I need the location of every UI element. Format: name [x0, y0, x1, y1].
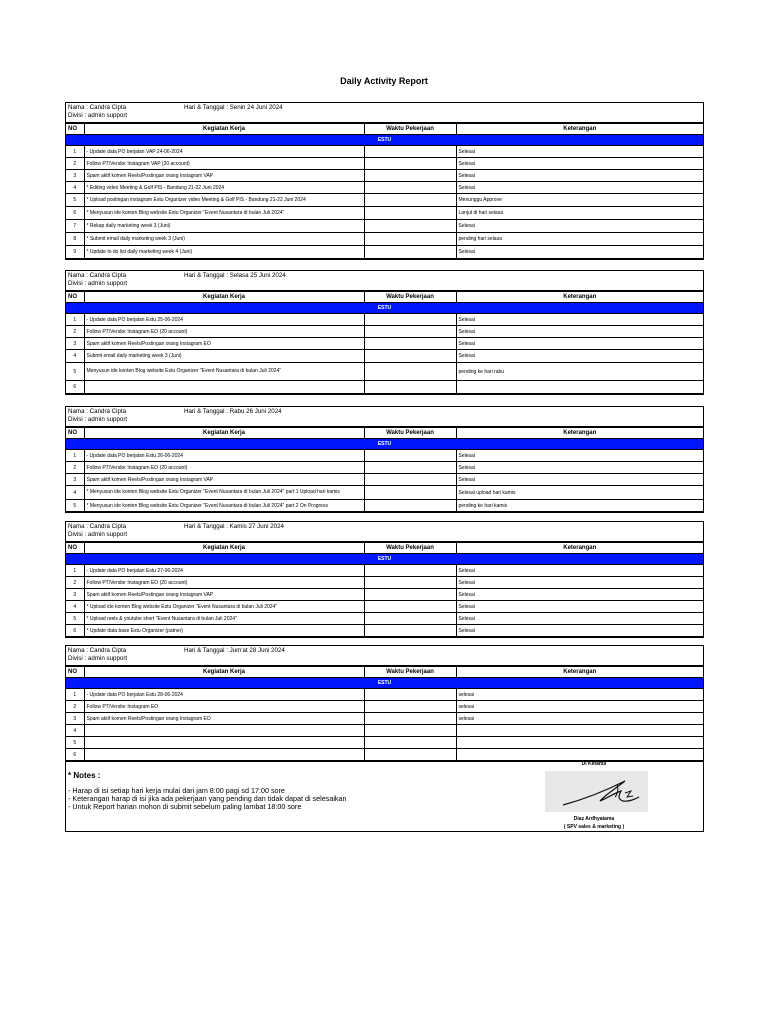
section-header [66, 646, 703, 666]
row-kegiatan: - Update data PO berjalan Estu 25-06-2024 [84, 314, 364, 326]
row-number: 9 [66, 246, 84, 259]
employee-division: Divisi : admin support [68, 112, 128, 119]
row-number: 3 [66, 474, 84, 486]
col-header-keterangan: Keterangan [456, 124, 703, 135]
row-keterangan: Selesai [456, 613, 703, 625]
col-header-kegiatan: Kegiatan Kerja [84, 124, 364, 135]
row-number: 4 [66, 350, 84, 363]
row-waktu [364, 338, 456, 350]
row-keterangan: Selesai [456, 350, 703, 363]
row-kegiatan [84, 725, 364, 737]
row-keterangan: Selesai upload hari kamis [456, 486, 703, 500]
row-keterangan: Selesai [456, 314, 703, 326]
group-row-estu [66, 135, 703, 146]
col-header-no: NO [66, 428, 84, 439]
table-header-row [66, 667, 703, 678]
row-waktu [364, 233, 456, 246]
group-label: ESTU [66, 135, 703, 146]
row-number: 4 [66, 486, 84, 500]
notes-title: * Notes : [68, 771, 101, 780]
row-keterangan: Lanjut di hari selasa [456, 207, 703, 220]
table-row [66, 233, 703, 246]
report-date: Hari & Tanggal : Kamis 27 Juni 2024 [184, 523, 284, 530]
row-keterangan: Menunggu Approve [456, 194, 703, 207]
row-keterangan: Selesai [456, 246, 703, 259]
table-header-row [66, 124, 703, 135]
approval-label: Di Ketahui [581, 761, 607, 767]
table-row [66, 220, 703, 233]
report-date: Hari & Tanggal : Selasa 25 Juni 2024 [184, 272, 286, 279]
table-row [66, 737, 703, 749]
group-label: ESTU [66, 439, 703, 450]
row-keterangan: pending ke hari kamis [456, 500, 703, 512]
row-number: 2 [66, 462, 84, 474]
row-kegiatan: Follow PT/Vendor Instagram EO (20 account) [84, 326, 364, 338]
row-waktu [364, 381, 456, 394]
note-line: - Keterangan harap di isi jika ada pekerjaan yang pending dan tidak dapat di selesaikan [68, 794, 347, 803]
row-waktu [364, 207, 456, 220]
row-number: 3 [66, 713, 84, 725]
row-kegiatan: * Upload reels & youtube short "Event Nusantara di bulan Juli 2024" [84, 613, 364, 625]
row-waktu [364, 450, 456, 462]
row-kegiatan: * Menyusun ide konten Blog website Estu Organizer "Event Nusantara di bulan Juli 2024" part 2 On Progress [84, 500, 364, 512]
row-number: 2 [66, 158, 84, 170]
row-waktu [364, 350, 456, 363]
col-header-no: NO [66, 292, 84, 303]
row-waktu [364, 314, 456, 326]
table-header-row [66, 428, 703, 439]
row-keterangan: Selesai [456, 338, 703, 350]
table-row [66, 689, 703, 701]
col-header-waktu: Waktu Pekerjaan [364, 428, 456, 439]
group-label: ESTU [66, 303, 703, 314]
row-waktu [364, 589, 456, 601]
table-row [66, 314, 703, 326]
approver-role: ( SPV sales & marketing ) [563, 824, 625, 830]
row-kegiatan: * Update to do list daily marketing week 4 (Juni) [84, 246, 364, 259]
row-kegiatan [84, 381, 364, 394]
col-header-kegiatan: Kegiatan Kerja [84, 428, 364, 439]
col-header-waktu: Waktu Pekerjaan [364, 667, 456, 678]
table-row [66, 338, 703, 350]
row-number: 1 [66, 146, 84, 158]
col-header-keterangan: Keterangan [456, 543, 703, 554]
signature-image [545, 771, 648, 812]
row-kegiatan: Spam aktif komen Reels/Postingan orang Instagram VAP [84, 474, 364, 486]
table-row [66, 601, 703, 613]
row-number: 1 [66, 450, 84, 462]
row-kegiatan: Follow PT/Vendor Instagram EO (20 account) [84, 577, 364, 589]
row-number: 6 [66, 625, 84, 637]
row-kegiatan: Follow PT/Vendor Instagram EO [84, 701, 364, 713]
col-header-waktu: Waktu Pekerjaan [364, 292, 456, 303]
row-keterangan: Selesai [456, 170, 703, 182]
row-kegiatan: * Editing video Meeting & Golf PIS - Bandung 21-22 Juni 2024 [84, 182, 364, 194]
row-kegiatan: * Menyusun ide konten Blog website Estu Organizer "Event Nusantara di bulan Juli 2024" [84, 207, 364, 220]
row-kegiatan: Menyusun ide konten Blog website Estu Organizer "Event Nusantara di bulan Juli 2024" [84, 363, 364, 381]
row-keterangan: Selesai [456, 220, 703, 233]
report-day-section [65, 102, 704, 260]
row-number: 2 [66, 326, 84, 338]
report-day-section [65, 645, 704, 762]
row-waktu [364, 500, 456, 512]
table-row [66, 474, 703, 486]
group-row-estu [66, 439, 703, 450]
row-waktu [364, 725, 456, 737]
row-kegiatan: Submit email daily marketing week 3 (Juni) [84, 350, 364, 363]
row-number: 1 [66, 314, 84, 326]
table-row [66, 701, 703, 713]
table-row [66, 589, 703, 601]
employee-division: Divisi : admin support [68, 280, 128, 287]
table-row [66, 146, 703, 158]
note-line: - Harap di isi setiap hari kerja mulai dari jam 8:00 pagi sd 17:00 sore [68, 786, 285, 795]
table-row [66, 381, 703, 394]
table-header-row [66, 543, 703, 554]
row-waktu [364, 326, 456, 338]
row-number: 4 [66, 725, 84, 737]
table-row [66, 613, 703, 625]
row-keterangan: Selesai [456, 182, 703, 194]
row-kegiatan: * Menyusun ide konten Blog website Estu Organizer "Event Nusantara di bulan Juli 2024" part 1 Upload hari kamis [84, 486, 364, 500]
employee-name: Nama : Candra Cipta [68, 104, 127, 111]
table-row [66, 462, 703, 474]
row-waktu [364, 462, 456, 474]
table-row [66, 350, 703, 363]
row-waktu [364, 577, 456, 589]
row-keterangan [456, 725, 703, 737]
row-number: 3 [66, 338, 84, 350]
note-line: - Untuk Report harian mohon di submit sebelum paling lambat 18:00 sore [68, 802, 302, 811]
row-kegiatan: - Update data PO berjalan Estu 28-06-2024 [84, 689, 364, 701]
row-number: 3 [66, 170, 84, 182]
row-keterangan: Selesai [456, 146, 703, 158]
activity-table [66, 427, 703, 512]
col-header-kegiatan: Kegiatan Kerja [84, 543, 364, 554]
row-keterangan: Selesai [456, 625, 703, 637]
row-kegiatan: - Update data PO berjalan Estu 27-06-2024 [84, 565, 364, 577]
row-waktu [364, 613, 456, 625]
table-row [66, 207, 703, 220]
section-header [66, 407, 703, 427]
table-row [66, 158, 703, 170]
group-row-estu [66, 303, 703, 314]
employee-division: Divisi : admin support [68, 416, 128, 423]
row-kegiatan: * Submit email daily marketing week 3 (Juni) [84, 233, 364, 246]
table-row [66, 246, 703, 259]
row-waktu [364, 158, 456, 170]
row-keterangan: selesai [456, 713, 703, 725]
col-header-waktu: Waktu Pekerjaan [364, 124, 456, 135]
row-waktu [364, 220, 456, 233]
row-number: 5 [66, 613, 84, 625]
row-keterangan [456, 737, 703, 749]
row-number: 8 [66, 233, 84, 246]
table-row [66, 450, 703, 462]
col-header-no: NO [66, 124, 84, 135]
employee-name: Nama : Candra Cipta [68, 647, 127, 654]
activity-table [66, 542, 703, 637]
table-row [66, 713, 703, 725]
table-row [66, 170, 703, 182]
activity-table [66, 666, 703, 761]
row-kegiatan: Follow PT/Vendor Instagram EO (20 account) [84, 462, 364, 474]
row-keterangan: Selesai [456, 565, 703, 577]
row-number: 4 [66, 182, 84, 194]
row-waktu [364, 601, 456, 613]
employee-name: Nama : Candra Cipta [68, 523, 127, 530]
row-waktu [364, 474, 456, 486]
table-header-row [66, 292, 703, 303]
row-keterangan: Selesai [456, 326, 703, 338]
row-waktu [364, 486, 456, 500]
row-kegiatan: - Update data PO berjalan VAP 24-06-2024 [84, 146, 364, 158]
employee-name: Nama : Candra Cipta [68, 408, 127, 415]
row-keterangan: Selesai [456, 474, 703, 486]
row-waktu [364, 737, 456, 749]
section-header [66, 522, 703, 542]
table-row [66, 565, 703, 577]
row-waktu [364, 625, 456, 637]
group-row-estu [66, 554, 703, 565]
row-number: 2 [66, 701, 84, 713]
row-waktu [364, 689, 456, 701]
row-number: 4 [66, 601, 84, 613]
row-waktu [364, 363, 456, 381]
table-row [66, 194, 703, 207]
row-number: 5 [66, 737, 84, 749]
row-keterangan: pending hari selasa [456, 233, 703, 246]
report-date: Hari & Tanggal : Rabu 26 Juni 2024 [184, 408, 282, 415]
row-number: 5 [66, 500, 84, 512]
row-number: 1 [66, 565, 84, 577]
col-header-no: NO [66, 543, 84, 554]
row-waktu [364, 170, 456, 182]
row-kegiatan: Spam aktif komen Reels/Postingan orang Instagram EO [84, 338, 364, 350]
employee-division: Divisi : admin support [68, 531, 128, 538]
employee-name: Nama : Candra Cipta [68, 272, 127, 279]
row-number: 6 [66, 749, 84, 761]
row-kegiatan: * Upload postingan instagram Estu Organizer video Meeting & Golf PIS - Bandung 21-22 Juni 2024 [84, 194, 364, 207]
row-keterangan: Selesai [456, 462, 703, 474]
row-kegiatan [84, 737, 364, 749]
row-number: 7 [66, 220, 84, 233]
row-number: 5 [66, 194, 84, 207]
row-waktu [364, 246, 456, 259]
group-row-estu [66, 678, 703, 689]
table-row [66, 326, 703, 338]
col-header-kegiatan: Kegiatan Kerja [84, 667, 364, 678]
row-kegiatan: * Update data base Estu Organizer (patner) [84, 625, 364, 637]
table-row [66, 500, 703, 512]
report-day-section [65, 521, 704, 638]
table-row [66, 577, 703, 589]
row-keterangan: Selesai [456, 601, 703, 613]
table-row [66, 486, 703, 500]
row-keterangan: pending ke hari rabu [456, 363, 703, 381]
row-number: 6 [66, 207, 84, 220]
approver-name: Diaz Ardhyatama [573, 816, 615, 822]
row-kegiatan: * Rekap daily marketing week 3 (Juni) [84, 220, 364, 233]
row-kegiatan: Follow PT/Vendor Instagram VAP (20 account) [84, 158, 364, 170]
row-waktu [364, 713, 456, 725]
col-header-keterangan: Keterangan [456, 667, 703, 678]
row-kegiatan: Spam aktif komen Reels/Postingan orang Instagram VAP [84, 589, 364, 601]
row-waktu [364, 182, 456, 194]
report-day-section [65, 270, 704, 395]
row-keterangan: Selesai [456, 158, 703, 170]
row-kegiatan: Spam aktif komen Reels/Postingan orang Instagram EO [84, 713, 364, 725]
row-number: 2 [66, 577, 84, 589]
col-header-waktu: Waktu Pekerjaan [364, 543, 456, 554]
col-header-keterangan: Keterangan [456, 292, 703, 303]
employee-division: Divisi : admin support [68, 655, 128, 662]
group-label: ESTU [66, 678, 703, 689]
row-keterangan: selesai [456, 701, 703, 713]
activity-table [66, 291, 703, 394]
table-row [66, 182, 703, 194]
report-title: Daily Activity Report [340, 76, 428, 86]
row-number: 1 [66, 689, 84, 701]
row-number: 3 [66, 589, 84, 601]
row-kegiatan: Spam aktif komen Reels/Postingan orang Instagram VAP [84, 170, 364, 182]
report-day-section [65, 406, 704, 513]
row-number: 6 [66, 381, 84, 394]
col-header-no: NO [66, 667, 84, 678]
row-keterangan: Selesai [456, 589, 703, 601]
col-header-kegiatan: Kegiatan Kerja [84, 292, 364, 303]
row-keterangan: Selesai [456, 450, 703, 462]
row-number: 5 [66, 363, 84, 381]
row-keterangan [456, 381, 703, 394]
row-keterangan: selesai [456, 689, 703, 701]
row-waktu [364, 701, 456, 713]
row-waktu [364, 146, 456, 158]
table-row [66, 725, 703, 737]
row-kegiatan: * Upload ide konten Blog website Estu Organizer "Event Nusantara di bulan Juli 2024" [84, 601, 364, 613]
report-date: Hari & Tanggal : Jum'at 28 Juni 2024 [184, 647, 285, 654]
row-waktu [364, 194, 456, 207]
row-kegiatan: - Update data PO berjalan Estu 26-06-2024 [84, 450, 364, 462]
col-header-keterangan: Keterangan [456, 428, 703, 439]
report-date: Hari & Tanggal : Senin 24 Juni 2024 [184, 104, 283, 111]
group-label: ESTU [66, 554, 703, 565]
section-header [66, 271, 703, 291]
row-waktu [364, 565, 456, 577]
row-keterangan: Selesai [456, 577, 703, 589]
table-row [66, 363, 703, 381]
activity-table [66, 123, 703, 259]
section-header [66, 103, 703, 123]
table-row [66, 625, 703, 637]
